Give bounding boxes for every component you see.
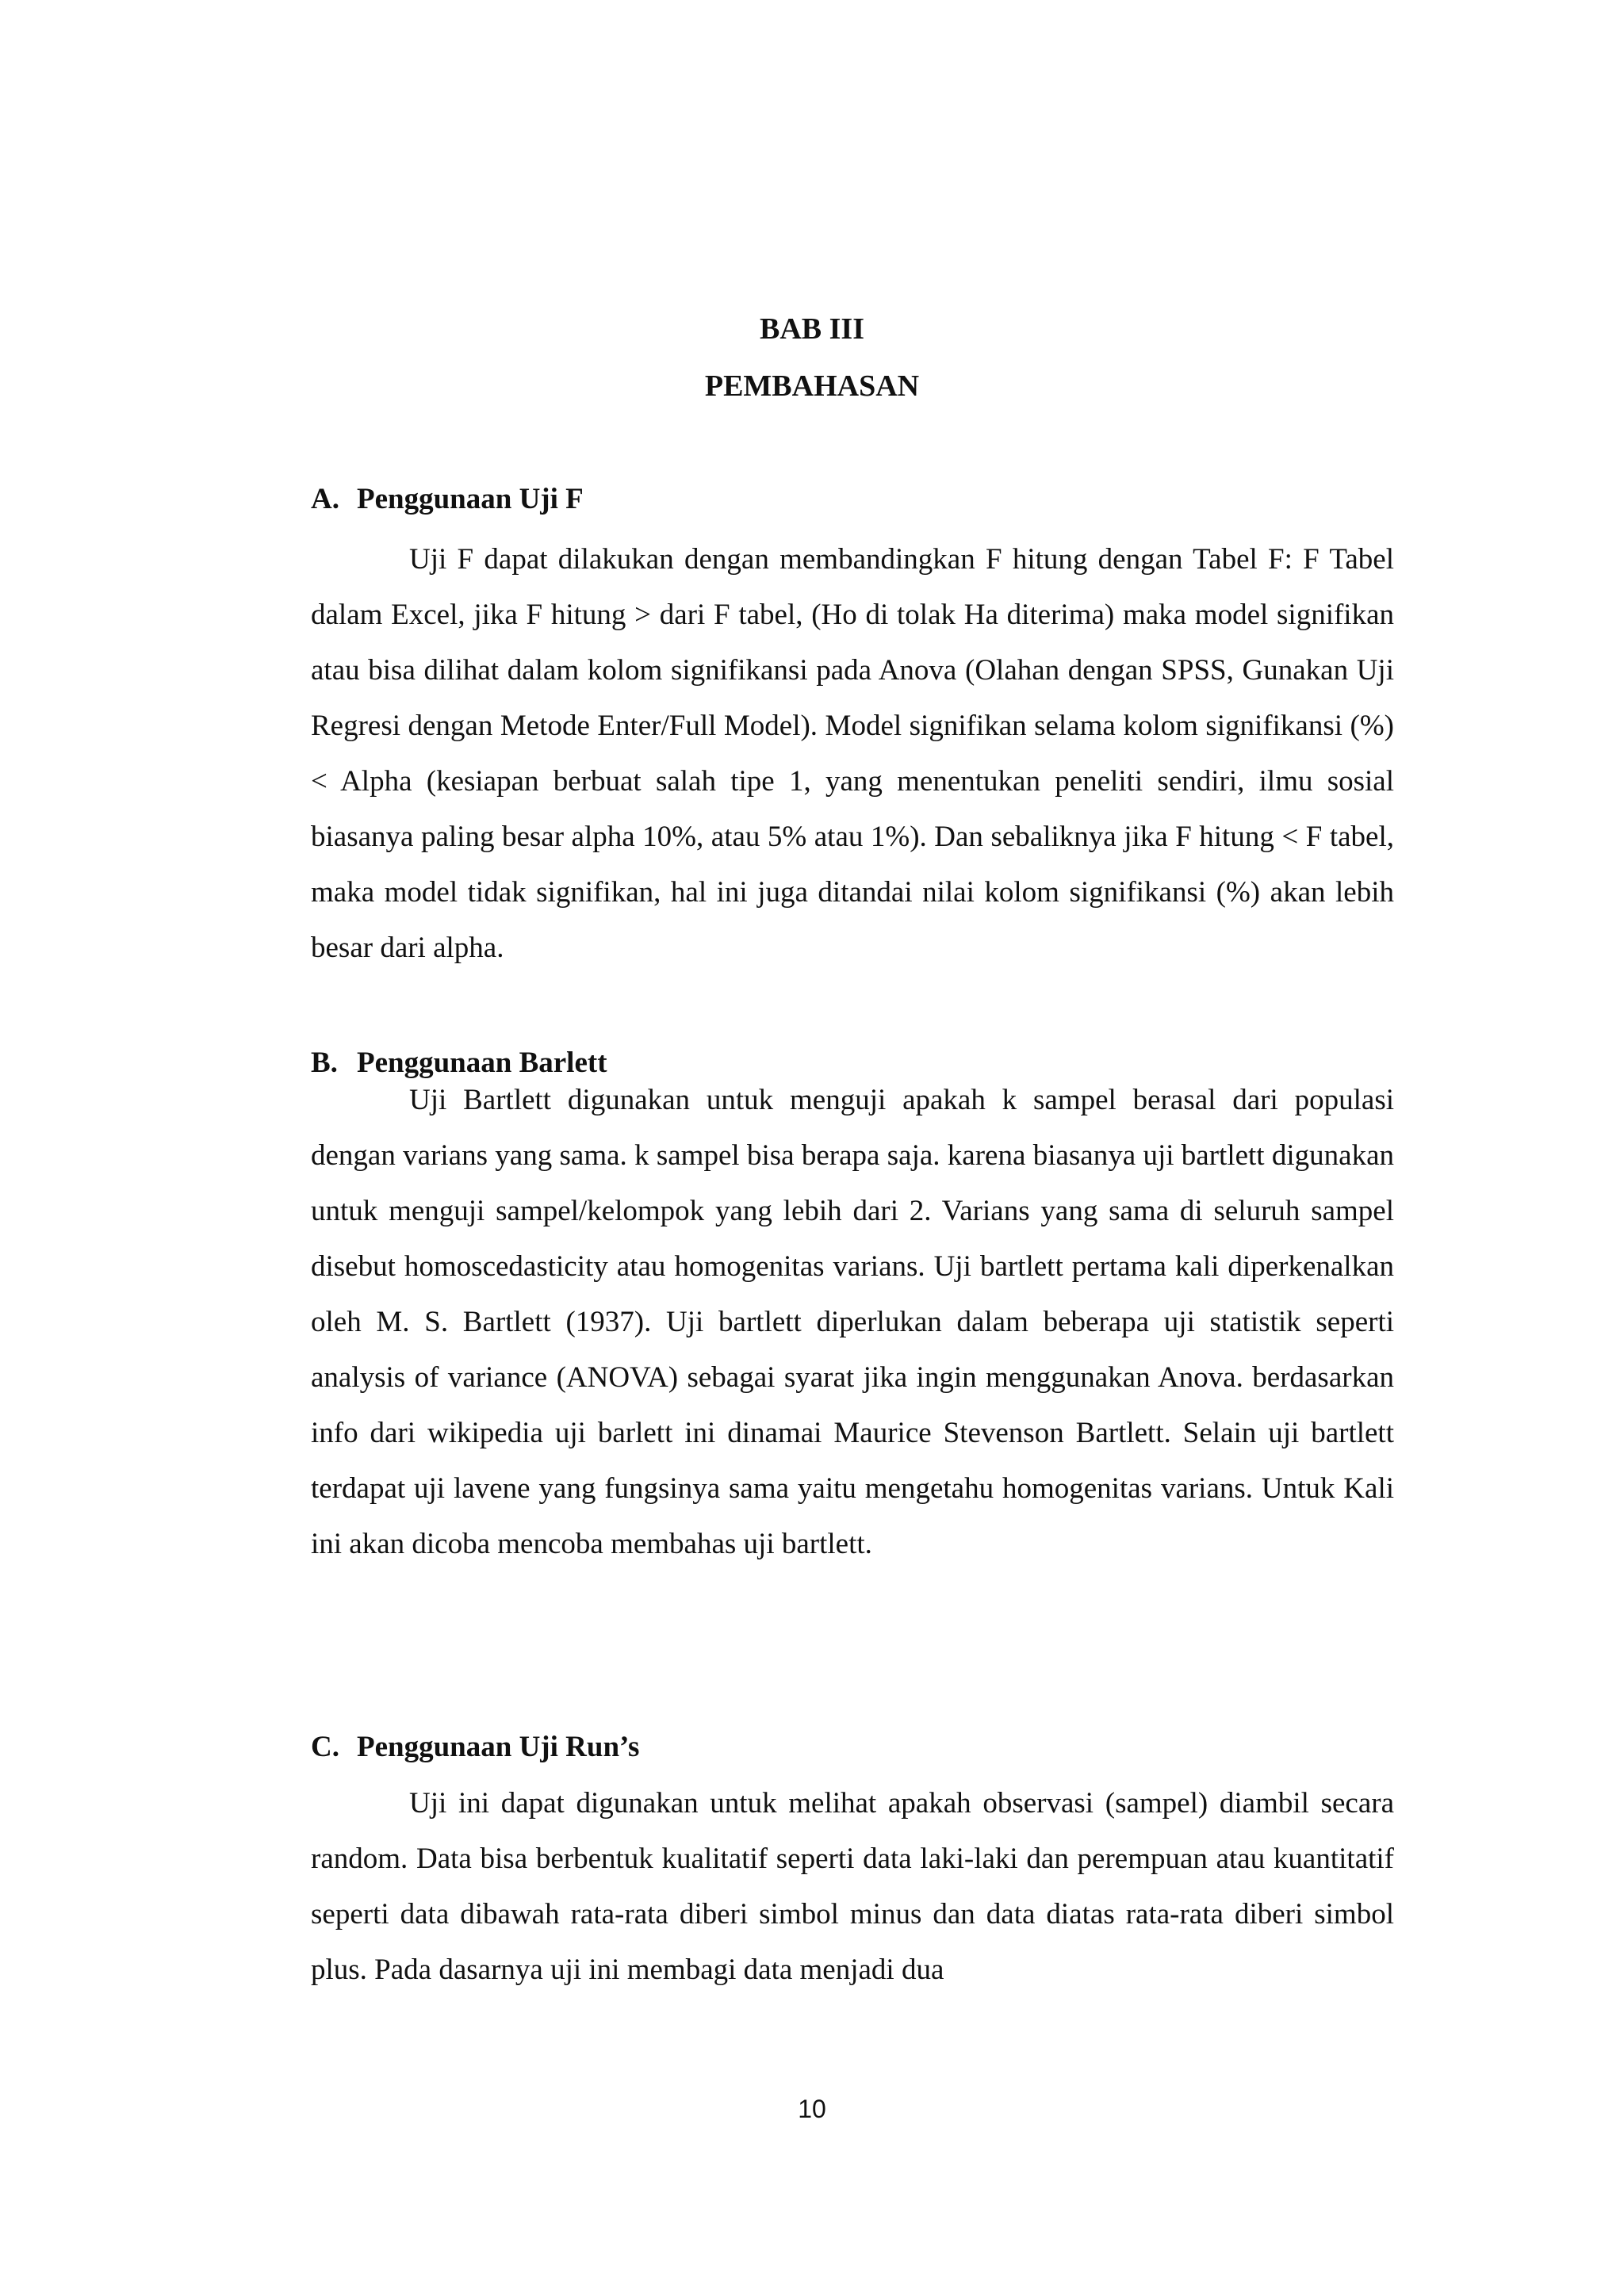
section-body-c <box>311 1776 1394 1998</box>
paragraph: Uji Bartlett digunakan untuk menguji apakah k sampel berasal dari populasi dengan varians yang sama. k sampel bisa berapa saja. karena biasanya uji bartlett digunakan untuk menguji sampel/kelompok yang lebih dari 2. Varians yang sama di seluruh sampel disebut homoscedasticity atau homogenitas varians. Uji bartlett pertama kali diperkenalkan oleh M. S. Bartlett (1937). Uji bartlett diperlukan dalam beberapa uji statistik seperti analysis of variance (ANOVA) sebagai syarat jika ingin menggunakan Anova. berdasarkan info dari wikipedia uji barlett ini dinamai Maurice Stevenson Bartlett. Selain uji bartlett terdapat uji lavene yang fungsinya sama yaitu mengetahu homogenitas varians. Untuk Kali ini akan dicoba mencoba membahas uji bartlett. <box>311 1084 1394 1560</box>
paragraph: Uji ini dapat digunakan untuk melihat apakah observasi (sampel) diambil secara random. Data bisa berbentuk kualitatif seperti data laki-laki dan perempuan atau kuantitatif seperti data dibawah rata-rata diberi simbol minus dan data diatas rata-rata diberi simbol plus. Pada dasarnya uji ini membagi data menjadi dua <box>311 1787 1394 1986</box>
section-body-b <box>311 1073 1394 1572</box>
chapter-title: PEMBAHASAN <box>704 369 920 403</box>
section-title: Penggunaan Barlett <box>357 1047 607 1079</box>
section-heading-a <box>311 481 584 518</box>
section-body-a <box>311 532 1394 976</box>
page-number: 10 <box>798 2095 826 2123</box>
section-title: Penggunaan Uji F <box>357 483 584 515</box>
paragraph: Uji F dapat dilakukan dengan membandingkan F hitung dengan Tabel F: F Tabel dalam Excel, jika F hitung > dari F tabel, (Ho di tolak Ha diterima) maka model signifikan atau bisa dilihat dalam kolom signifikansi pada Anova (Olahan dengan SPSS, Gunakan Uji Regresi dengan Metode Enter/Full Model). Model signifikan selama kolom signifikansi (%) < Alpha (kesiapan berbuat salah tipe 1, yang menentukan peneliti sendiri, ilmu sosial biasanya paling besar alpha 10%, atau 5% atau 1%). Dan sebaliknya jika F hitung < F tabel, maka model tidak signifikan, hal ini juga ditandai nilai kolom signifikansi (%) akan lebih besar dari alpha. <box>311 543 1394 964</box>
section-heading-c <box>311 1729 639 1766</box>
section-letter: C. <box>311 1731 339 1763</box>
section-letter: B. <box>311 1047 338 1079</box>
section-letter: A. <box>311 483 339 515</box>
chapter-number: BAB III <box>760 312 864 346</box>
section-title: Penggunaan Uji Run’s <box>357 1731 640 1763</box>
